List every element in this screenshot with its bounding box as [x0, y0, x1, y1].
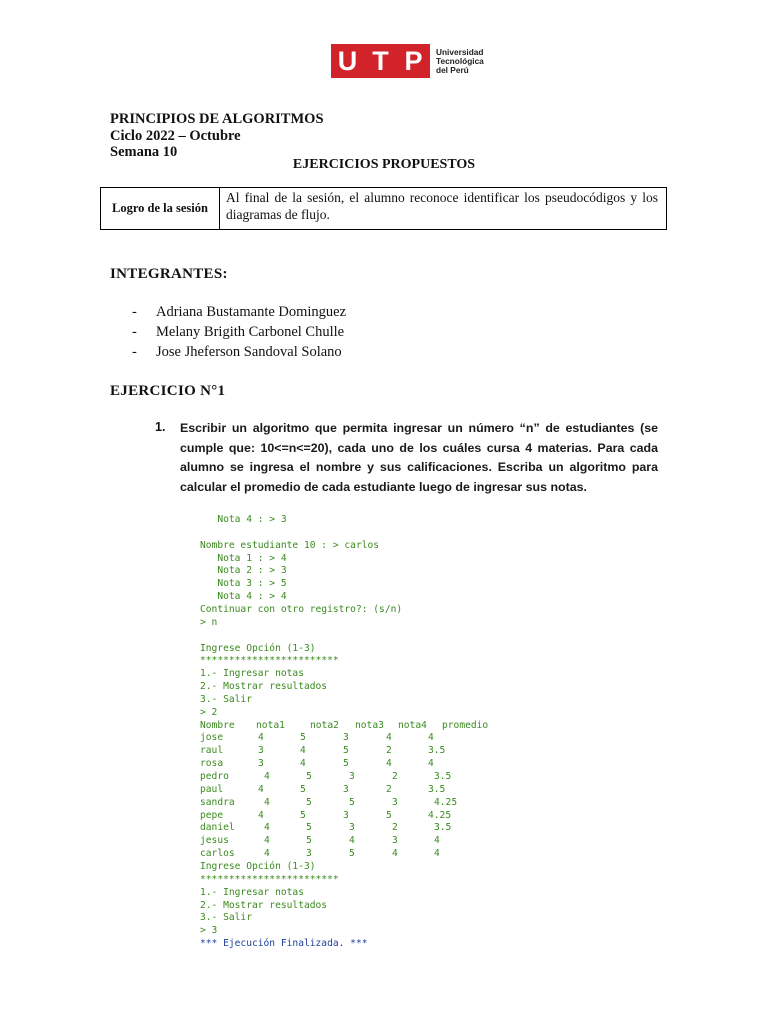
console-table-cell: 4: [300, 758, 306, 770]
console-line: 3.- Salir: [200, 693, 252, 705]
console-table-cell: 3.5: [434, 771, 452, 782]
bullet-dash: -: [132, 344, 137, 360]
console-line: 1.- Ingresar notas: [200, 886, 304, 898]
console-line: Nombre estudiante 10 : > carlos: [200, 539, 380, 551]
member-item: [132, 324, 344, 341]
console-line: 2.- Mostrar resultados: [200, 899, 328, 911]
cycle-label: Ciclo 2022 – Octubre: [110, 128, 241, 144]
console-table-row: [200, 848, 530, 859]
console-table-cell: 2: [386, 745, 392, 757]
console-table-cell: nota3: [355, 719, 384, 731]
console-table-cell: carlos: [200, 848, 235, 860]
console-table-cell: 3: [349, 771, 355, 782]
console-table-cell: 5: [386, 809, 392, 821]
console-table-cell: 2: [392, 822, 398, 834]
console-end-message: *** Ejecución Finalizada. ***: [200, 938, 368, 950]
console-table-cell: jesus: [200, 835, 229, 847]
bullet-dash: -: [132, 304, 137, 320]
console-line: 1.- Ingresar notas: [200, 668, 304, 680]
member-name: Jose Jheferson Sandoval Solano: [156, 344, 342, 360]
member-item: [132, 304, 346, 321]
console-table-row: [200, 835, 530, 846]
console-table-cell: 3: [392, 796, 398, 808]
console-table-cell: nota2: [310, 719, 339, 731]
console-table-cell: 3: [258, 745, 264, 757]
console-table-cell: 3: [343, 732, 349, 744]
logo-letter-u: U: [337, 45, 358, 76]
console-line: Nota 3 : > 5: [200, 578, 287, 590]
logo-letter-p: P: [404, 45, 423, 76]
console-line: Ingrese Opción (1-3): [200, 860, 316, 872]
console-table-cell: 2: [386, 783, 392, 795]
console-table-row: [200, 732, 530, 743]
console-output: [190, 506, 530, 954]
console-table-cell: pedro: [200, 771, 229, 782]
console-table-cell: jose: [200, 732, 224, 744]
logo-text-line-3: del Perú: [436, 64, 469, 75]
console-table-cell: 4: [264, 771, 270, 782]
console-table-cell: raul: [200, 745, 224, 757]
console-table-header: [200, 720, 530, 731]
exercise-heading: EJERCICIO N°1: [110, 383, 226, 399]
utp-logo-box: [331, 44, 430, 78]
console-table-cell: 4: [434, 848, 440, 860]
console-table-cell: sandra: [200, 796, 235, 808]
console-table-cell: 3: [258, 758, 264, 770]
member-name: Adriana Bustamante Dominguez: [156, 304, 347, 320]
console-table-cell: paul: [200, 783, 224, 795]
console-table-cell: 5: [300, 783, 306, 795]
console-table-cell: 4: [386, 732, 392, 744]
console-table-cell: 4: [264, 848, 270, 860]
page-title: EJERCICIOS PROPUESTOS: [292, 157, 476, 172]
console-table-cell: 3: [343, 783, 349, 795]
console-table-cell: 5: [343, 758, 349, 770]
console-table-row: [200, 745, 530, 756]
console-table-cell: 4: [349, 835, 355, 847]
console-table-cell: 5: [343, 745, 349, 757]
console-table-cell: 4: [258, 783, 264, 795]
console-line: Nota 2 : > 3: [200, 565, 287, 577]
console-table-cell: 4: [428, 758, 434, 770]
console-table-cell: 4: [264, 796, 270, 808]
console-table-cell: 2: [392, 771, 398, 782]
logro-text: Al final de la sesión, el alumno reconoce identificar los pseudocódigos y los diagramas de flujo.: [226, 190, 658, 222]
console-table-row: [200, 771, 530, 782]
logo-university-name: [436, 48, 484, 75]
console-table-cell: 3.5: [434, 822, 452, 834]
console-line: Ingrese Opción (1-3): [200, 642, 316, 654]
console-table-cell: 3.5: [428, 783, 446, 795]
console-table-cell: nota4: [398, 719, 427, 731]
console-table-cell: Nombre: [200, 719, 235, 731]
console-table-row: [200, 784, 530, 795]
console-line: Nota 1 : > 4: [200, 552, 287, 564]
console-table-cell: 3: [349, 822, 355, 834]
member-item: [132, 344, 342, 361]
console-line: > n: [200, 616, 218, 628]
console-table-cell: 5: [300, 732, 306, 744]
console-table-cell: daniel: [200, 822, 235, 834]
console-table-row: [200, 797, 530, 808]
console-table-cell: 4.25: [434, 796, 458, 808]
console-table-cell: 4: [300, 745, 306, 757]
console-table-row: [200, 758, 530, 769]
console-table-cell: 5: [300, 809, 306, 821]
console-table-cell: rosa: [200, 758, 224, 770]
console-table-cell: 4: [264, 835, 270, 847]
console-line: > 3: [200, 925, 218, 937]
console-table-cell: 5: [349, 848, 355, 860]
console-line: ************************: [200, 655, 339, 667]
console-table-cell: 3.5: [428, 745, 446, 757]
console-table-cell: 3: [392, 835, 398, 847]
week-label: Semana 10: [110, 144, 178, 160]
console-table-cell: 4: [434, 835, 440, 847]
console-table-cell: 4: [386, 758, 392, 770]
console-table-row: [200, 810, 530, 821]
console-table-cell: 5: [306, 796, 312, 808]
course-name: PRINCIPIOS DE ALGORITMOS: [110, 111, 324, 127]
console-table-cell: pepe: [200, 809, 224, 821]
console-table-cell: nota1: [256, 719, 285, 731]
bullet-dash: -: [132, 324, 137, 340]
console-line: > 2: [200, 706, 218, 718]
integrantes-heading: INTEGRANTES:: [110, 266, 228, 282]
console-table-cell: 4: [428, 732, 434, 744]
console-table-row: [200, 822, 530, 833]
console-line: 3.- Salir: [200, 912, 252, 924]
console-line: Nota 4 : > 4: [200, 591, 287, 603]
console-table-cell: 3: [306, 848, 312, 860]
console-table-cell: 4.25: [428, 809, 452, 821]
console-table-cell: 4: [258, 732, 264, 744]
console-line: 2.- Mostrar resultados: [200, 681, 328, 693]
console-table-cell: 5: [306, 835, 312, 847]
console-table-cell: 3: [343, 809, 349, 821]
console-table-cell: 5: [349, 796, 355, 808]
console-table-cell: 5: [306, 822, 312, 834]
console-table-cell: promedio: [442, 719, 489, 731]
logo-letter-t: T: [372, 45, 389, 76]
logro-table: [100, 187, 667, 230]
console-table-cell: 4: [264, 822, 270, 834]
utp-logo: [331, 44, 484, 78]
logo-text-line-1: Universidad: [436, 46, 484, 57]
console-table-cell: 5: [306, 771, 312, 782]
console-line: Nota 4 : > 3: [200, 514, 287, 525]
console-table-cell: 4: [258, 809, 264, 821]
exercise-number: 1.: [155, 420, 166, 434]
exercise-statement: Escribir un algoritmo que permita ingresar un número “n” de estudiantes (se cumple que: 10<=n<=20), cada uno de los cuáles cursa 4 materias. Para cada alumno se ingresa el nombre y sus calificaciones. Escriba un algoritmo para calcular el promedio de cada estudiante luego de ingresar sus notas.: [180, 421, 658, 494]
console-line: Continuar con otro registro?: (s/n): [200, 603, 403, 615]
logro-label: Logro de la sesión: [101, 188, 220, 229]
console-line: ************************: [200, 873, 339, 885]
console-table-cell: 4: [392, 848, 398, 860]
member-name: Melany Brigith Carbonel Chulle: [156, 324, 345, 340]
logo-text-line-2: Tecnológica: [436, 55, 484, 66]
